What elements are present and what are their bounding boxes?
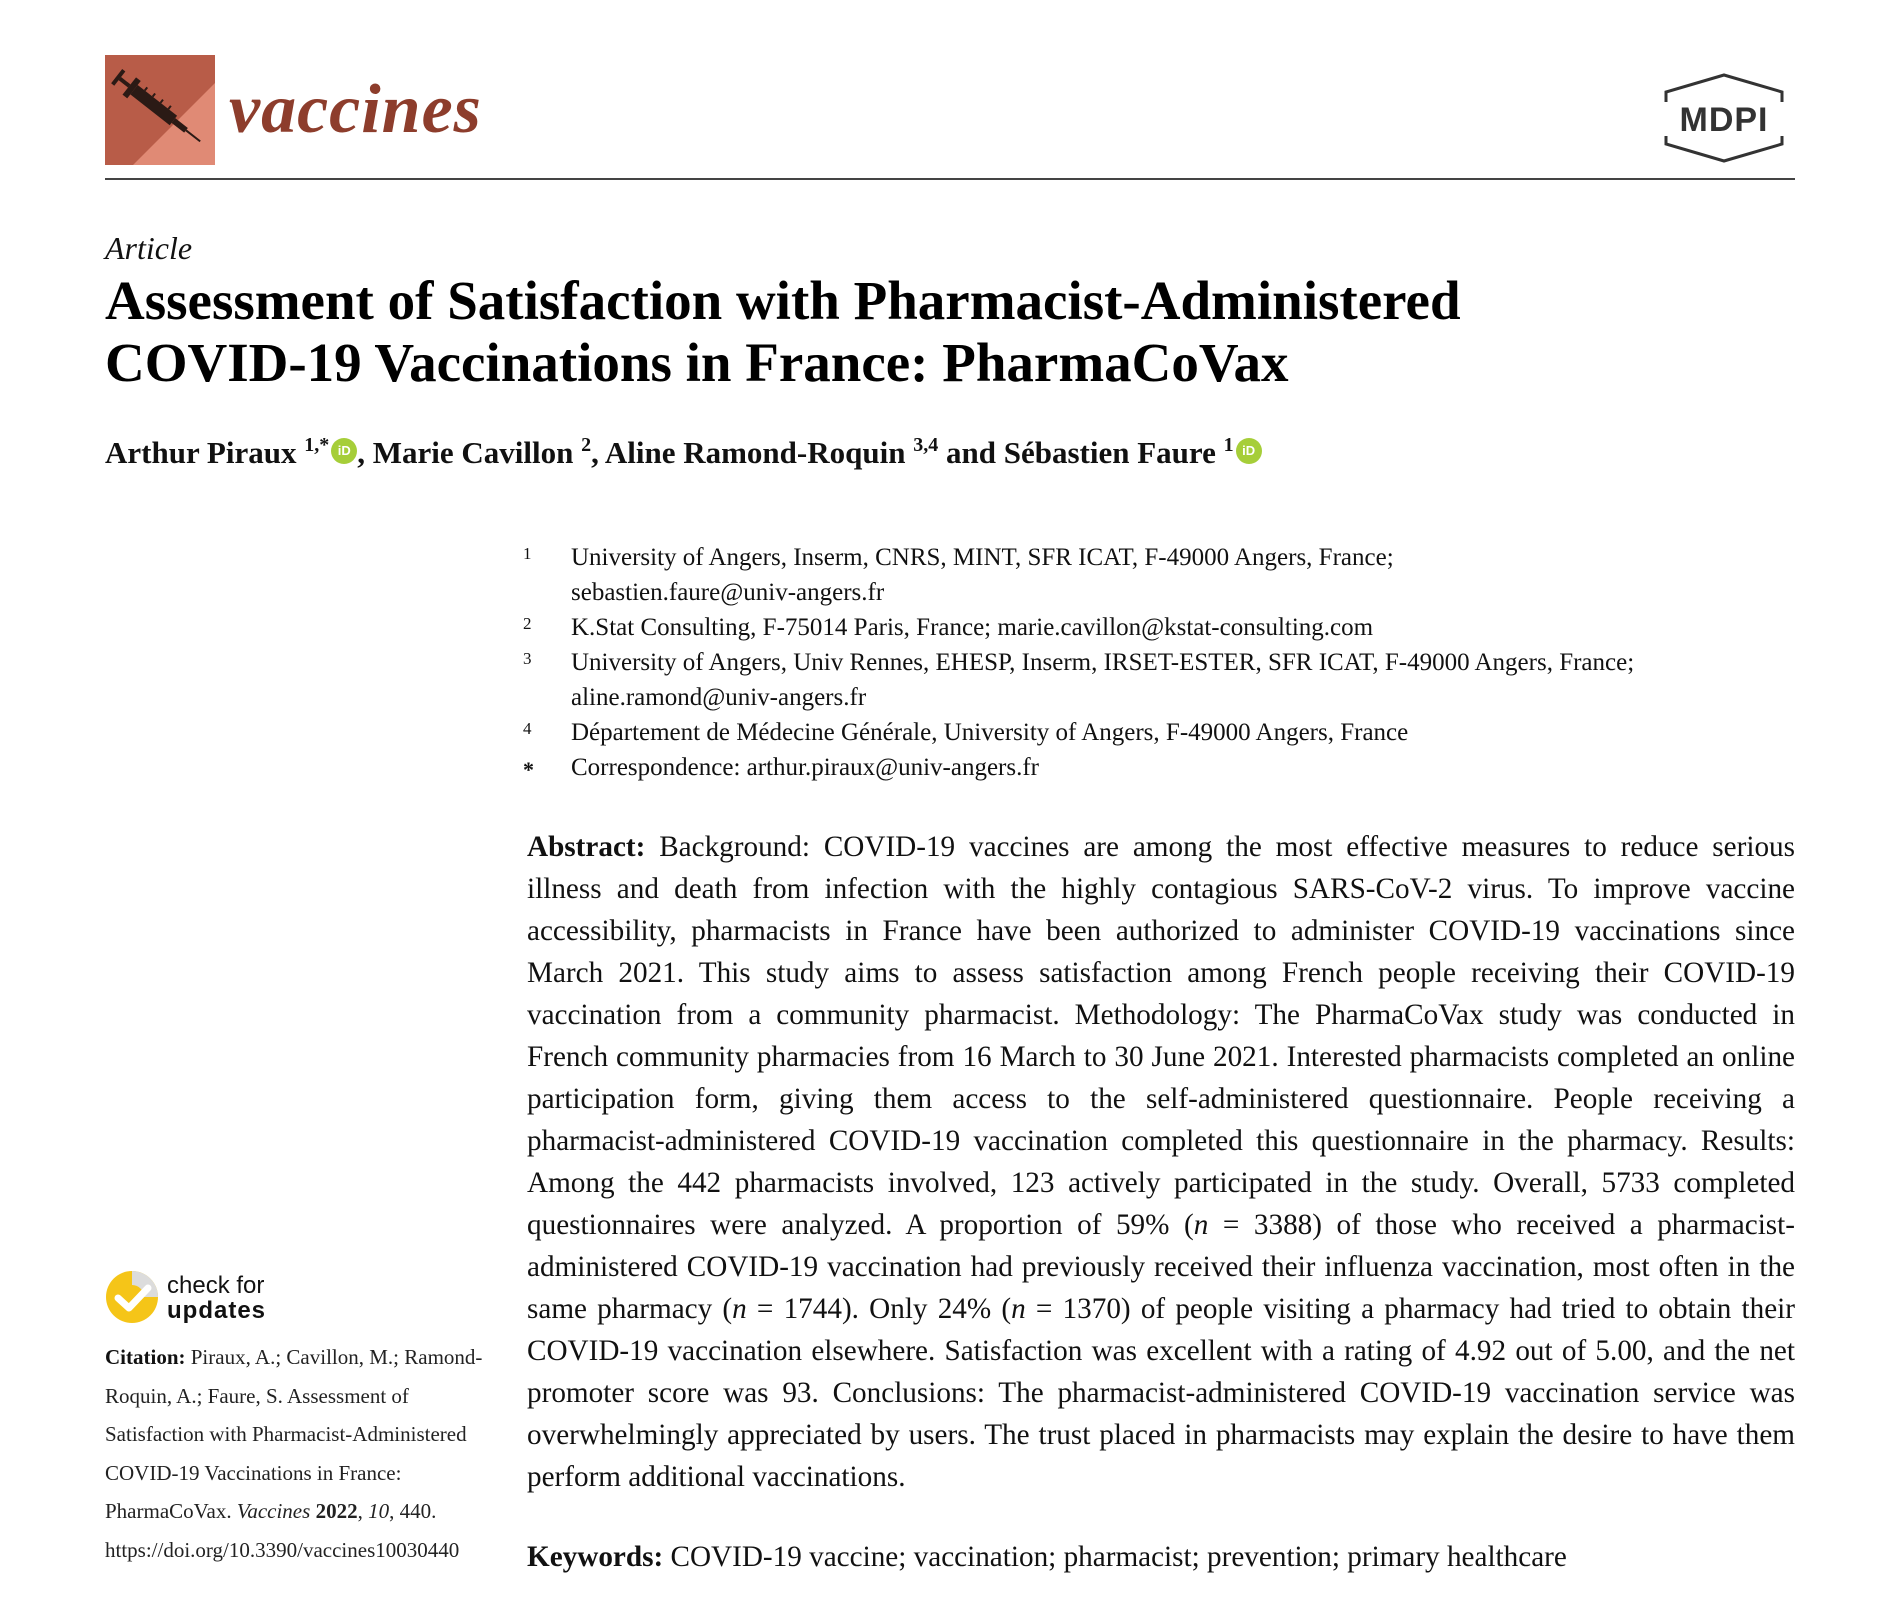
affiliation-item — [523, 540, 1793, 610]
author-affiliation-marker: 1,* — [304, 434, 330, 456]
correspondence-text[interactable]: Correspondence: arthur.piraux@univ-angers.fr — [571, 754, 1040, 781]
citation-doi[interactable]: , 440. https://doi.org/10.3390/vaccines10030440 — [105, 1499, 460, 1562]
author-affiliation-marker: 2 — [581, 434, 592, 456]
article-type: Article — [105, 230, 193, 266]
orcid-icon[interactable]: iD — [331, 438, 357, 464]
affiliation-marker: 1 — [523, 544, 532, 563]
header-divider — [105, 178, 1795, 180]
article-title — [105, 270, 1805, 394]
author-list — [105, 425, 1262, 473]
citation-text: Piraux, A.; Cavillon, M.; Ramond-Roquin, A.; Faure, S. Assessment of Satisfaction with Pharmacist-Administered COVID-19 Vaccinations in France: PharmaCoVax. — [105, 1345, 483, 1524]
abstract-text-3: = 1744). Only 24% ( — [746, 1293, 1012, 1325]
author-affiliation-marker: 3,4 — [913, 434, 939, 456]
title-line-2: COVID-19 Vaccinations in France: PharmaCoVax — [105, 332, 1289, 393]
keywords — [527, 1536, 1795, 1578]
author-name[interactable]: Aline Ramond-Roquin — [604, 435, 906, 470]
affiliation-text: Département de Médecine Générale, University of Angers, F-49000 Angers, France — [571, 719, 1409, 746]
affiliation-marker: 2 — [523, 614, 532, 633]
affiliation-item — [523, 645, 1793, 715]
journal-name[interactable]: vaccines — [229, 71, 482, 148]
check-updates-icon — [103, 1268, 161, 1326]
title-line-1: Assessment of Satisfaction with Pharmacist-Administered — [105, 270, 1461, 331]
abstract-text-2: = 3388) of those who received a pharmacist-administered COVID-19 vaccination had previously received their influenza vaccination, most often in the same pharmacy ( — [527, 1209, 1795, 1325]
affiliation-text: University of Angers, Inserm, CNRS, MINT, SFR ICAT, F-49000 Angers, France; — [571, 544, 1394, 571]
syringe-icon — [105, 55, 215, 165]
affiliation-marker: 4 — [523, 719, 532, 738]
author-name[interactable]: Marie Cavillon — [372, 435, 574, 470]
correspondence-item — [523, 750, 1793, 785]
affiliation-marker: 3 — [523, 649, 532, 668]
abstract-label: Abstract: — [527, 831, 646, 863]
abstract-n-variable: n — [1011, 1293, 1026, 1325]
keywords-label: Keywords: — [527, 1541, 664, 1573]
affiliation-email[interactable]: aline.ramond@univ-angers.fr — [571, 684, 867, 711]
affiliation-item — [523, 610, 1793, 645]
keywords-text: COVID-19 vaccine; vaccination; pharmacist; prevention; primary healthcare — [663, 1541, 1567, 1573]
citation-volume: 10 — [368, 1499, 390, 1524]
abstract-n-variable: n — [732, 1293, 747, 1325]
mdpi-logo-text: MDPI — [1679, 101, 1769, 139]
check-updates-label-1: check for — [167, 1272, 265, 1299]
correspondence-marker: * — [523, 757, 534, 782]
abstract — [527, 826, 1795, 1498]
check-for-updates-button[interactable] — [103, 1268, 283, 1330]
citation-label: Citation: — [105, 1345, 186, 1369]
abstract-text-1: Background: COVID-19 vaccines are among the most effective measures to reduce serious illness and death from infection with the highly contagious SARS-CoV-2 virus. To improve vaccine accessibility, pharmacists in France have been authorized to administer COVID-19 vaccinations since March 2021. This study aims to assess satisfaction among French people receiving their COVID-19 vaccination from a community pharmacist. Methodology: The PharmaCoVax study was conducted in French community pharmacies from 16 March to 30 June 2021. Interested pharmacists completed an online participation form, giving them access to the self-administered questionnaire. People receiving a pharmacist-administered COVID-19 vaccination completed this questionnaire in the pharmacy. Results: Among the 442 pharmacists involved, 123 actively participated in the study. Overall, 5733 completed questionnaires were analyzed. A proportion of 59% ( — [527, 831, 1795, 1241]
citation-year: 2022 — [310, 1499, 358, 1524]
journal-logo[interactable] — [105, 55, 215, 165]
author-name[interactable]: Sébastien Faure — [1003, 435, 1216, 470]
affiliation-item — [523, 715, 1793, 750]
author-separator: , — [357, 435, 373, 470]
affiliation-email[interactable]: sebastien.faure@univ-angers.fr — [571, 579, 885, 606]
author-separator: and — [938, 435, 1004, 470]
citation-separator: , — [357, 1499, 369, 1524]
abstract-n-variable: n — [1193, 1209, 1209, 1241]
mdpi-logo[interactable] — [1654, 72, 1794, 164]
orcid-icon[interactable]: iD — [1236, 438, 1262, 464]
author-name[interactable]: Arthur Piraux — [105, 435, 297, 470]
citation-block — [105, 1338, 495, 1570]
citation-journal: Vaccines — [236, 1499, 311, 1524]
abstract-text-4: = 1370) of people visiting a pharmacy had tried to obtain their COVID-19 vaccination elsewhere. Satisfaction was excellent with a rating of 4.92 out of 5.00, and the net promoter score was 93. Conclusions: The pharmacist-administered COVID-19 vaccination service was overwhelmingly appreciated by users. The trust placed in pharmacists may explain the desire to have them perform additional vaccinations. — [527, 1293, 1796, 1493]
affiliation-text: K.Stat Consulting, F-75014 Paris, France; marie.cavillon@kstat-consulting.com — [571, 614, 1374, 641]
author-affiliation-marker: 1 — [1223, 434, 1234, 456]
affiliation-text: University of Angers, Univ Rennes, EHESP, Inserm, IRSET-ESTER, SFR ICAT, F-49000 Angers, France; — [571, 649, 1635, 676]
check-updates-label-2: updates — [167, 1297, 267, 1324]
affiliations-list — [523, 540, 1793, 785]
author-separator: , — [591, 435, 605, 470]
